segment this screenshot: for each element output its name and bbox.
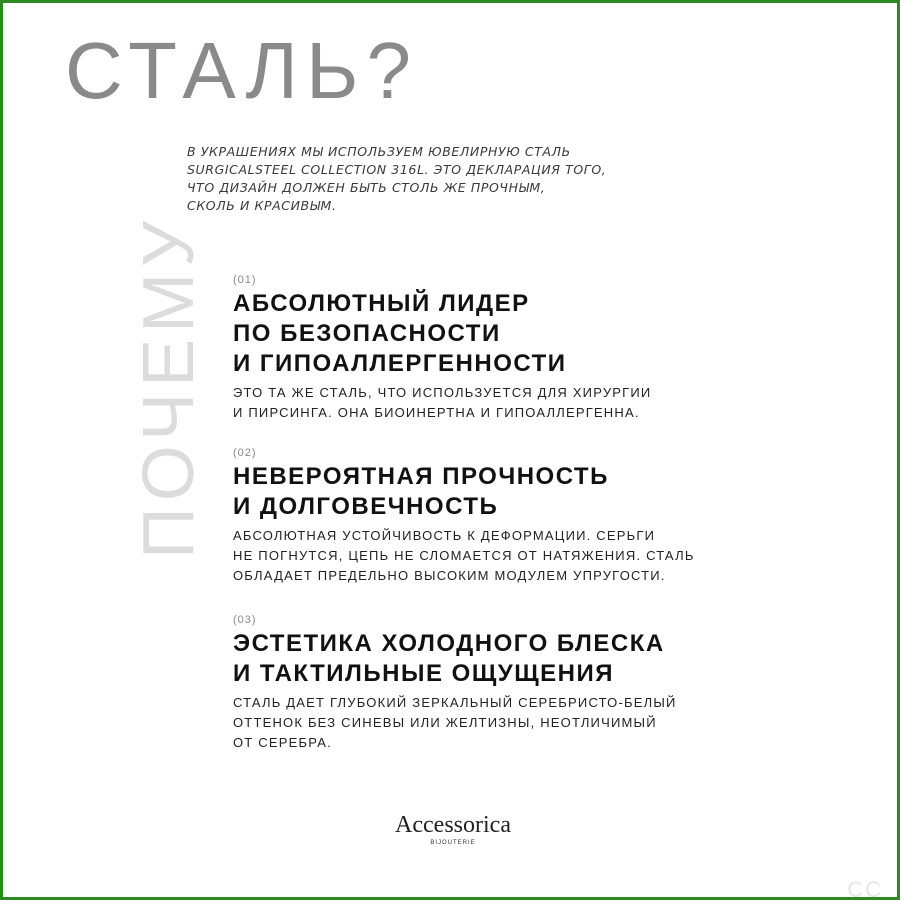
brand-name: Accessorica: [395, 812, 511, 838]
feature-description: ЭТО ТА ЖЕ СТАЛЬ, ЧТО ИСПОЛЬЗУЕТСЯ ДЛЯ ХИРУРГИИ И ПИРСИНГА. ОНА БИОИНЕРТНА И ГИПОАЛЛЕРГЕННА.: [233, 385, 652, 420]
intro-paragraph: В УКРАШЕНИЯХ МЫ ИСПОЛЬЗУЕМ ЮВЕЛИРНУЮ СТАЛЬ SURGICALSTEEL COLLECTION 316L. ЭТО ДЕКЛАРАЦИЯ ТОГО, ЧТО ДИЗАЙН ДОЛЖЕН БЫТЬ СТОЛЬ ЖЕ ПРОЧНЫМ, СКОЛЬ И КРАСИВЫМ.: [187, 144, 607, 213]
feature-item-01: [233, 273, 873, 423]
feature-description: АБСОЛЮТНАЯ УСТОЙЧИВОСТЬ К ДЕФОРМАЦИИ. СЕРЬГИ НЕ ПОГНУТСЯ, ЦЕПЬ НЕ СЛОМАЕТСЯ ОТ НАТЯЖЕНИЯ. СТАЛЬ ОБЛАДАЕТ ПРЕДЕЛЬНО ВЫСОКИМ МОДУЛЕМ УПРУГОСТИ.: [233, 528, 695, 583]
feature-heading: ЭСТЕТИКА ХОЛОДНОГО БЛЕСКА И ТАКТИЛЬНЫЕ ОЩУЩЕНИЯ: [233, 630, 665, 687]
feature-number: (01): [233, 274, 257, 286]
brand-logo: [303, 811, 603, 847]
corner-watermark: CC: [847, 877, 883, 900]
feature-description: СТАЛЬ ДАЕТ ГЛУБОКИЙ ЗЕРКАЛЬНЫЙ СЕРЕБРИСТО-БЕЛЫЙ ОТТЕНОК БЕЗ СИНЕВЫ ИЛИ ЖЕЛТИЗНЫ, НЕОТЛИЧИМЫЙ ОТ СЕРЕБРА.: [233, 695, 677, 750]
feature-item-02: [233, 446, 873, 586]
title-steel: СТАЛЬ?: [65, 26, 419, 115]
feature-heading: НЕВЕРОЯТНАЯ ПРОЧНОСТЬ И ДОЛГОВЕЧНОСТЬ: [233, 463, 609, 520]
feature-heading: АБСОЛЮТНЫЙ ЛИДЕР ПО БЕЗОПАСНОСТИ И ГИПОАЛЛЕРГЕННОСТИ: [233, 290, 567, 377]
feature-number: (03): [233, 614, 257, 626]
brand-subtitle: BIJOUTERIE: [430, 840, 476, 846]
title-why-vertical: ПОЧЕМУ: [129, 215, 209, 559]
feature-item-03: [233, 613, 873, 753]
feature-number: (02): [233, 447, 257, 459]
